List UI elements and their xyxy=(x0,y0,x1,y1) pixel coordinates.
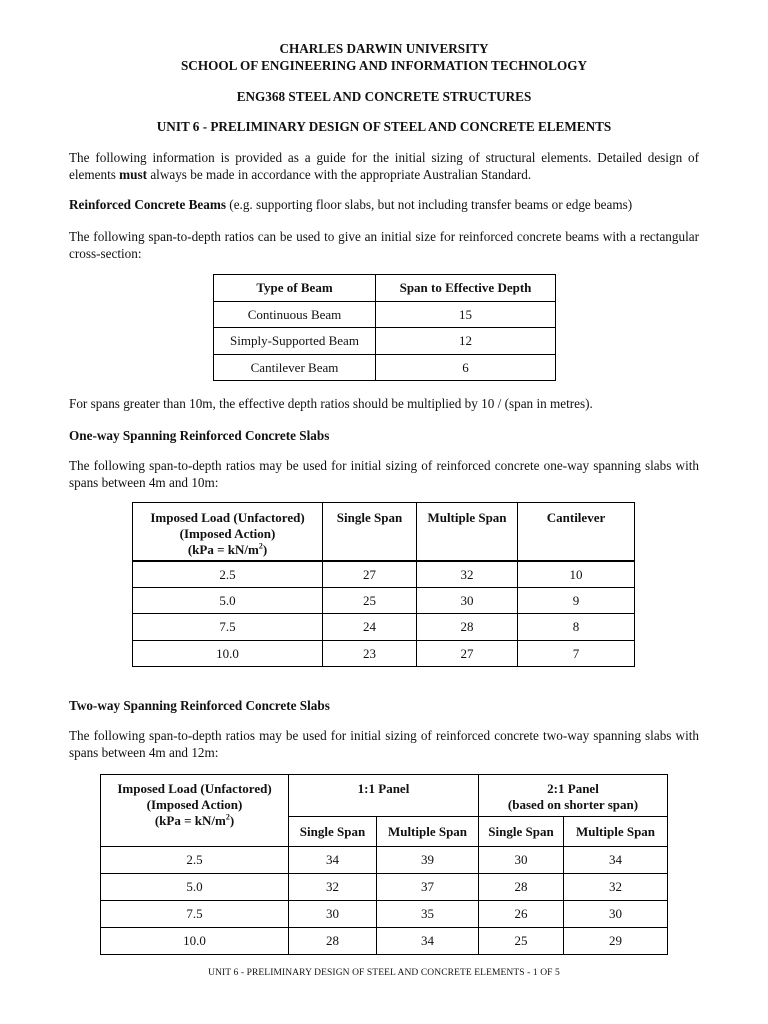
beams-heading: Reinforced Concrete Beams xyxy=(69,197,226,212)
table-header-cell: Cantilever xyxy=(518,502,635,561)
oneway-heading: One-way Spanning Reinforced Concrete Slabs xyxy=(69,428,330,443)
load-header-line1: Imposed Load (Unfactored) xyxy=(150,510,305,525)
table-cell: 5.0 xyxy=(101,874,289,901)
load-header-cell xyxy=(101,775,289,847)
panel-1-header: 1:1 Panel xyxy=(289,775,479,817)
table-cell: 28 xyxy=(417,614,518,641)
table-header-row xyxy=(214,275,556,302)
table-cell: 32 xyxy=(289,874,377,901)
page-footer: UNIT 6 - PRELIMINARY DESIGN OF STEEL AND CONCRETE ELEMENTS - 1 OF 5 xyxy=(208,968,560,978)
load-header-line3: $(kPa = kN/m^2)$ xyxy=(187,541,268,557)
table-cell: 2.5 xyxy=(132,561,323,588)
table-cell: Simply-Supported Beam xyxy=(214,328,376,355)
table-cell: 30 xyxy=(289,901,377,928)
table-subheader-cell: Multiple Span xyxy=(377,817,479,847)
table-row xyxy=(132,561,635,588)
table-row xyxy=(101,928,668,955)
table-cell: 32 xyxy=(417,561,518,588)
table-subheader-cell: Multiple Span xyxy=(564,817,668,847)
table-cell: 5.0 xyxy=(132,588,323,614)
table-cell: 24 xyxy=(323,614,417,641)
load-header-line2: (Imposed Action) xyxy=(146,797,243,812)
table-row xyxy=(214,328,556,355)
oneway-text: The following span-to-depth ratios may be used for initial sizing of reinforced concrete one-way spanning slabs with spans between 4m and 10m: xyxy=(69,458,699,490)
load-header-line3: $(kPa = kN/m^2)$ xyxy=(154,812,235,828)
table-cell: 15 xyxy=(376,302,556,328)
table-cell: 8 xyxy=(518,614,635,641)
unit-title: UNIT 6 - PRELIMINARY DESIGN OF STEEL AND CONCRETE ELEMENTS xyxy=(156,119,612,134)
table-cell: 7.5 xyxy=(132,614,323,641)
table-row xyxy=(132,614,635,641)
table-cell: 6 xyxy=(376,355,556,381)
intro-part1: The following information is provided as a guide for the initial sizing of structural elements. Detailed design of elements xyxy=(69,150,699,182)
table-cell: 34 xyxy=(289,847,377,874)
table-header-cell: Multiple Span xyxy=(417,502,518,561)
table-cell: Continuous Beam xyxy=(214,302,376,328)
beams-heading-note: (e.g. supporting floor slabs, but not including transfer beams or edge beams) xyxy=(226,197,633,212)
table-cell: 29 xyxy=(564,928,668,955)
twoway-heading: Two-way Spanning Reinforced Concrete Slabs xyxy=(69,698,330,713)
table-row xyxy=(132,641,635,667)
table-cell: 27 xyxy=(417,641,518,667)
table-cell: 27 xyxy=(323,561,417,588)
beams-text: The following span-to-depth ratios can be used to give an initial size for reinforced concrete beams with a rectangular cross-section: xyxy=(69,229,699,261)
table-cell: 23 xyxy=(323,641,417,667)
table-cell: 30 xyxy=(479,847,564,874)
table-cell: 10.0 xyxy=(101,928,289,955)
table-cell: 12 xyxy=(376,328,556,355)
oneway-slab-table xyxy=(132,502,635,667)
table-header-row xyxy=(101,775,668,817)
table-cell: 39 xyxy=(377,847,479,874)
intro-paragraph xyxy=(69,149,699,183)
table-cell: 10 xyxy=(518,561,635,588)
table-cell: 30 xyxy=(564,901,668,928)
table-cell: 28 xyxy=(289,928,377,955)
table-row xyxy=(214,302,556,328)
beams-note: For spans greater than 10m, the effective depth ratios should be multiplied by 10 / (span in metres). xyxy=(69,396,593,411)
table-cell: 9 xyxy=(518,588,635,614)
table-header-cell: Span to Effective Depth xyxy=(376,275,556,302)
table-row xyxy=(101,847,668,874)
table-header-cell: Single Span xyxy=(323,502,417,561)
table-cell: 25 xyxy=(479,928,564,955)
table-cell: 7 xyxy=(518,641,635,667)
table-row xyxy=(101,901,668,928)
table-cell: 25 xyxy=(323,588,417,614)
table-cell: 32 xyxy=(564,874,668,901)
table-header-row xyxy=(132,502,635,561)
table-cell: 34 xyxy=(377,928,479,955)
intro-part2: always be made in accordance with the appropriate Australian Standard. xyxy=(147,167,532,182)
table-row xyxy=(132,588,635,614)
load-header-line1: Imposed Load (Unfactored) xyxy=(117,781,272,796)
table-cell: 34 xyxy=(564,847,668,874)
table-row xyxy=(214,355,556,381)
table-cell: 7.5 xyxy=(101,901,289,928)
twoway-text: The following span-to-depth ratios may be used for initial sizing of reinforced concrete two-way spanning slabs with spans between 4m and 12m: xyxy=(69,728,699,760)
intro-bold: must xyxy=(119,167,148,182)
panel-2-line2: (based on shorter span) xyxy=(507,797,639,812)
table-cell: 30 xyxy=(417,588,518,614)
load-header-line2: (Imposed Action) xyxy=(179,526,276,541)
course-title: ENG368 STEEL AND CONCRETE STRUCTURES xyxy=(236,89,532,104)
twoway-slab-table xyxy=(100,774,668,955)
table-subheader-cell: Single Span xyxy=(289,817,377,847)
panel-2-line1: 2:1 Panel xyxy=(547,781,599,796)
table-cell: 2.5 xyxy=(101,847,289,874)
beam-ratio-table xyxy=(213,274,556,381)
table-cell: 37 xyxy=(377,874,479,901)
table-cell: 26 xyxy=(479,901,564,928)
table-cell: Cantilever Beam xyxy=(214,355,376,381)
table-row xyxy=(101,874,668,901)
beams-heading-line xyxy=(69,196,699,213)
load-header-cell xyxy=(132,502,323,561)
twoway-heading-line xyxy=(69,697,699,714)
oneway-heading-line xyxy=(69,427,699,444)
school-title: SCHOOL OF ENGINEERING AND INFORMATION TECHNOLOGY xyxy=(180,58,588,73)
table-header-cell: Type of Beam xyxy=(214,275,376,302)
panel-2-header xyxy=(479,775,668,817)
table-cell: 35 xyxy=(377,901,479,928)
table-cell: 28 xyxy=(479,874,564,901)
table-subheader-cell: Single Span xyxy=(479,817,564,847)
table-cell: 10.0 xyxy=(132,641,323,667)
university-title: CHARLES DARWIN UNIVERSITY xyxy=(279,41,489,56)
